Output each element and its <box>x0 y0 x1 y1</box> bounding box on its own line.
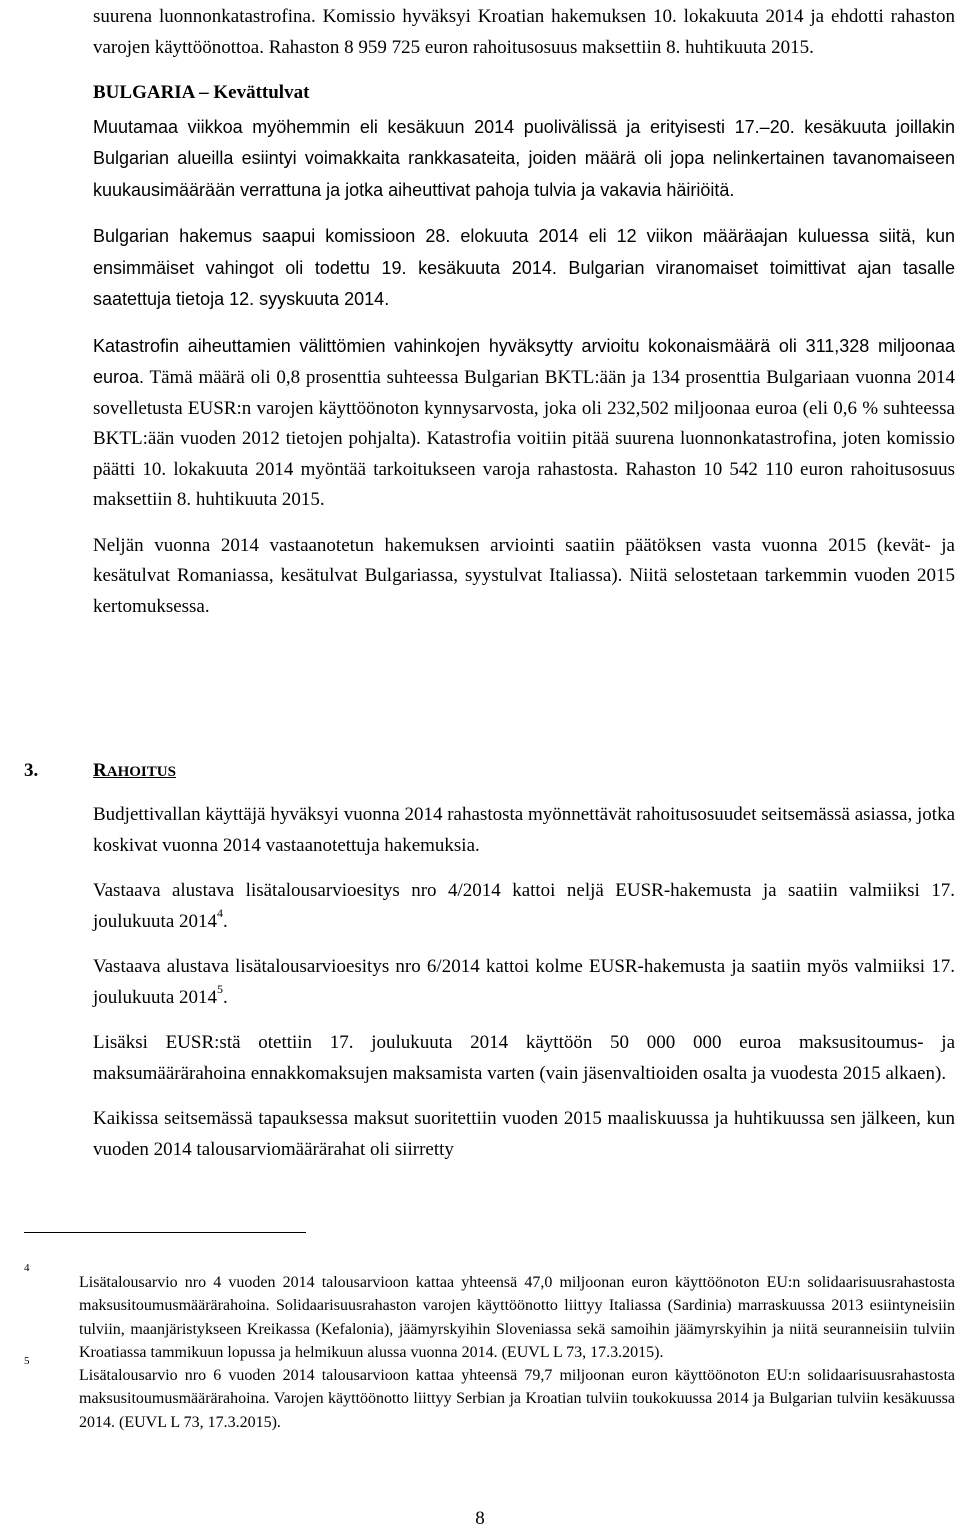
footnote-4-mark: 4 <box>24 1262 30 1274</box>
section-title-rest: AHOITUS <box>106 764 176 780</box>
footnote-5-mark: 5 <box>24 1355 30 1368</box>
bulgaria-paragraph-1 <box>93 112 955 207</box>
page-number: 8 <box>475 1508 485 1529</box>
bulgaria-paragraph-3b-text: Tämä määrä oli 0,8 prosenttia suhteessa Bulgarian BKTL:ään ja 134 prosenttia Bulgariaan vuonna 2014 sovelletusta EUSR:n varojen käyttöönoton kynnysarvosta, joka oli 232,502 miljoonaa euroa (eli 0,6 % suhteessa BKTL:ään vuoden 2012 tietojen pohjalta). Katastrofia voitiin pitää suurena luonnonkatastrofina, joten komissio päätti 10. lokakuuta 2014 myöntää tarkoitukseen varoja rahastosta. Rahaston 10 542 110 euron rahoitusosuus maksettiin 8. huhtikuuta 2015. <box>93 367 955 510</box>
section-3-paragraph-2-text: Vastaava alustava lisätalousarvioesitys nro 4/2014 kattoi neljä EUSR-hakemusta ja saatiin valmiiksi 17. joulukuuta 2014 <box>93 880 955 932</box>
section-3-paragraph-2-end: . <box>223 910 228 932</box>
footnote-4 <box>24 1262 955 1364</box>
section-3-paragraph-3-text: Vastaava alustava lisätalousarvioesitys nro 6/2014 kattoi kolme EUSR-hakemusta ja saatiin myös valmiiksi 17. joulukuuta 2014 <box>93 956 955 1008</box>
section-3-paragraph-2 <box>93 876 955 937</box>
bulgaria-paragraph-3a-text: Katastrofin aiheuttamien välittömien vahinkojen hyväksytty arvioitu kokonaismäärä oli 311,328 miljoonaa euroa. <box>93 335 955 387</box>
croatia-carryover-paragraph: suurena luonnonkatastrofina. Komissio hyväksyi Kroatian hakemuksen 10. lokakuuta 2014 ja ehdotti rahaston varojen käyttöönottoa. Rahaston 8 959 725 euron rahoitusosuus maksettiin 8. huhtikuuta 2015. <box>93 6 955 58</box>
section-3-paragraph-3-end: . <box>223 986 228 1008</box>
footnote-5 <box>24 1355 955 1434</box>
bulgaria-paragraph-3 <box>93 331 955 516</box>
section-3-paragraph-1: Budjettivallan käyttäjä hyväksyi vuonna 2014 rahastosta myönnettävät rahoitusosuudet seitsemässä asiassa, jotka koskivat vuonna 2014 vastaanotettuja hakemuksia. <box>93 804 955 856</box>
section-3-body <box>93 800 955 1180</box>
footnote-separator <box>24 1232 306 1233</box>
footnote-ref-4[interactable]: 4 <box>217 906 224 921</box>
section-3-paragraph-3 <box>93 952 955 1013</box>
section-3-paragraph-4: Lisäksi EUSR:stä otettiin 17. joulukuuta 2014 käyttöön 50 000 000 euroa maksusitoumus- ja maksumäärärahoina ennakkomaksujen maksamista varten (vain jäsenvaltioiden osalta ja vuodesta 2015 alkaen). <box>93 1032 955 1084</box>
footnote-ref-5[interactable]: 5 <box>217 982 224 997</box>
bulgaria-paragraph-1-text: Muutamaa viikkoa myöhemmin eli kesäkuun 2014 puolivälissä ja erityisesti 17.–20. kesäkuuta joillakin Bulgarian alueilla esiintyi voimakkaita rankkasateita, joiden määrä oli jopa nelinkertainen tavanomaiseen kuukausimäärään verrattuna ja jotka aiheuttivat pahoja tulvia ja vakavia häiriöitä. <box>93 116 955 200</box>
footnote-4-text: Lisätalousarvio nro 4 vuoden 2014 talousarvioon kattaa yhteensä 47,0 miljoonan euron käyttöönoton EU:n solidaarisuusrahastosta maksusitoumusmäärärahoina. Solidaarisuusrahaston varojen käyttöönotto liittyy Italiassa (Sardinia) marraskuussa 2013 esiintyneisiin tulviin, maanjäristykseen Kreikassa (Kefalonia), jäämyrskyihin Sloveniassa sekä samoihin jäämyrskyihin ja niitä seuranneisiin tulviin Kroatiassa tammikuun lopussa ja helmikuun alussa vuonna 2014. (EUVL L 73, 17.3.2015). <box>79 1274 955 1361</box>
section-number: 3. <box>24 760 39 781</box>
footnotes <box>24 1262 955 1434</box>
section-3-heading <box>24 760 176 782</box>
bulgaria-paragraph-2-text: Bulgarian hakemus saapui komissioon 28. elokuuta 2014 eli 12 viikon määräajan kuluessa siitä, kun ensimmäiset vahingot oli todettu 19. kesäkuuta 2014. Bulgarian viranomaiset toimittivat ajan tasalle saatettuja tietoja 12. syyskuuta 2014. <box>93 226 955 309</box>
bulgaria-heading: BULGARIA – Kevättulvat <box>93 82 310 103</box>
section-title <box>93 760 176 781</box>
section-3-paragraph-5: Kaikissa seitsemässä tapauksessa maksut suoritettiin vuoden 2015 maaliskuussa ja huhtikuussa sen jälkeen, kun vuoden 2014 talousarviomäärärahat oli siirretty <box>93 1108 955 1160</box>
footnote-5-text: Lisätalousarvio nro 6 vuoden 2014 talousarvioon kattaa yhteensä 79,7 miljoonan euron käyttöönoton EU:n solidaarisuusrahastosta maksusitoumusmäärärahoina. Varojen käyttöönotto liittyy Serbian ja Kroatian tulviin toukokuussa 2014 ja Bulgarian tulviin kesäkuussa 2014. (EUVL L 73, 17.3.2015). <box>79 1367 955 1431</box>
section-title-initial: R <box>93 760 107 781</box>
bulgaria-paragraph-2 <box>93 221 955 316</box>
upper-text-block <box>93 2 955 637</box>
summary-paragraph: Neljän vuonna 2014 vastaanotetun hakemuksen arviointi saatiin päätöksen vasta vuonna 2015 (kevät- ja kesätulvat Romaniassa, kesätulvat Bulgariassa, syystulvat Italiassa). Niitä selostetaan tarkemmin vuoden 2015 kertomuksessa. <box>93 534 955 617</box>
